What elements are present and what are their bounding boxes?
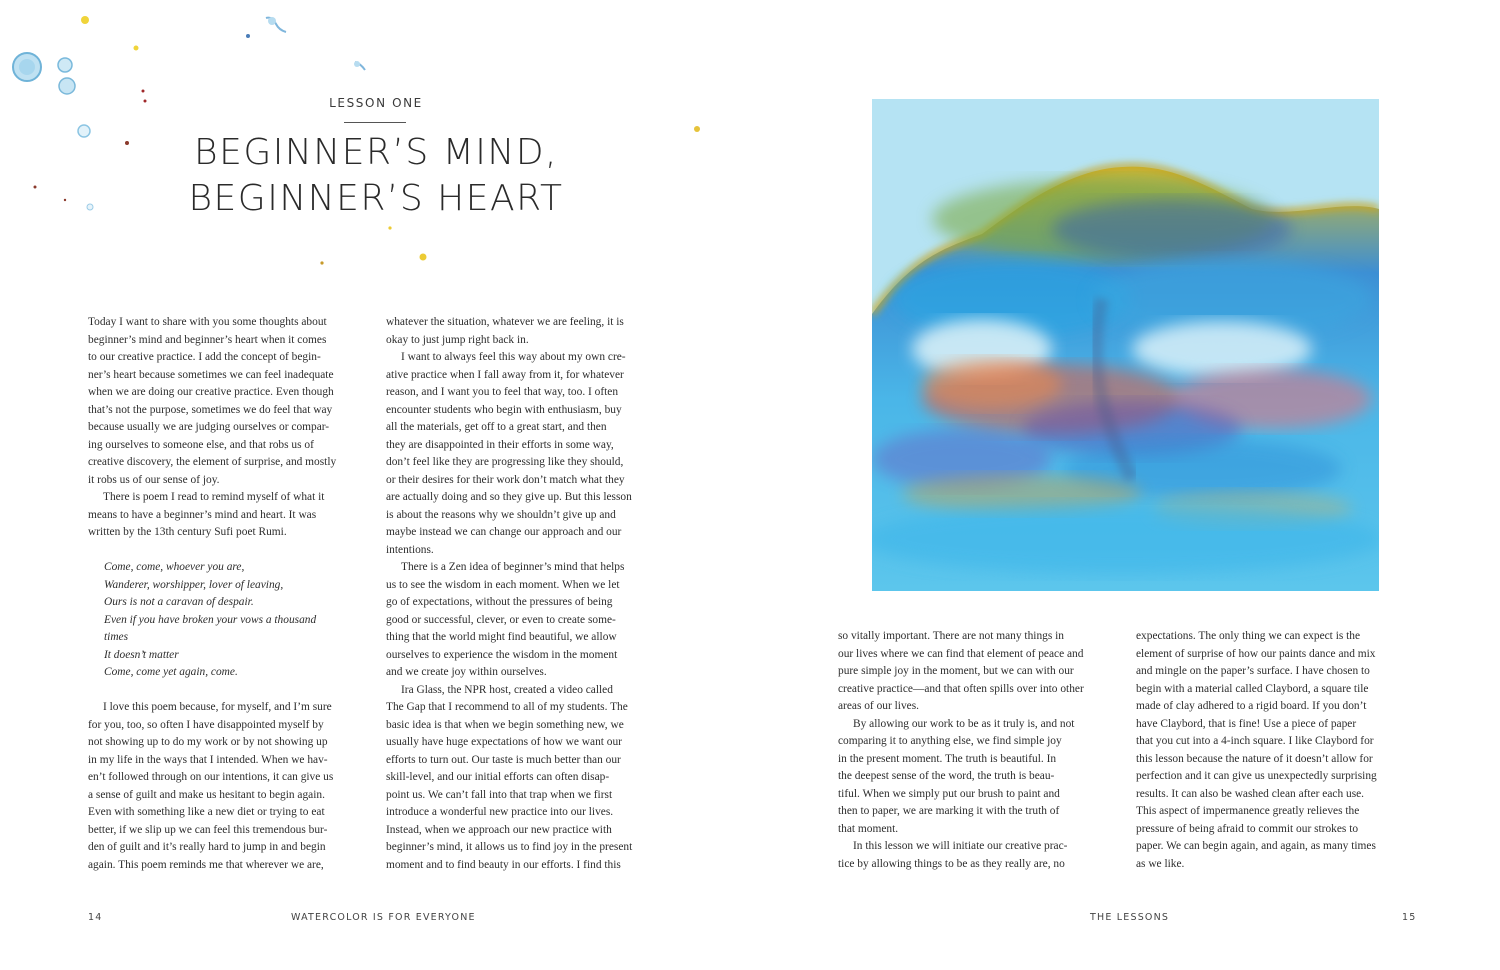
text-line: that moment. — [838, 822, 899, 835]
paragraph — [386, 559, 666, 682]
text-line: go of expectations, without the pressures of being — [386, 596, 613, 608]
text-line: made of clay adhered to a rigid board. If you don’t — [1136, 700, 1367, 712]
page-number-left: 14 — [88, 912, 103, 923]
paragraph — [1136, 628, 1416, 873]
poem-line: Even if you have broken your vows a thousand — [104, 613, 317, 626]
page-number-right: 15 — [1402, 912, 1417, 923]
text-line: is about the reasons why we shouldn’t give up and — [386, 508, 616, 521]
text-line: us to see the wisdom in each moment. When we let — [386, 578, 620, 591]
text-line: are actually doing and so they give up. But this lesson — [386, 491, 632, 503]
text-line: tiful. When we simply put our brush to paint and — [838, 787, 1060, 800]
paragraph — [386, 682, 666, 875]
text-line: ing ourselves to someone else, and that robs us of — [88, 438, 314, 451]
text-line: intentions. — [386, 543, 434, 556]
poem-line: Ours is not a caravan of despair. — [104, 596, 254, 608]
text-line: element of surprise of how our paints dance and mix — [1136, 647, 1376, 660]
text-line: better, if we slip up we can feel this tremendous bur- — [88, 823, 328, 836]
text-line: have Claybord, that is fine! Use a piece of paper — [1136, 717, 1357, 730]
watercolor-artwork — [872, 99, 1379, 591]
chapter-title-line-1: BEGINNER’S MIND, — [194, 132, 558, 173]
text-line: perfection and it can give us unexpectedly surprising — [1136, 770, 1377, 782]
text-line: areas of our lives. — [838, 700, 919, 712]
poem-block — [88, 559, 368, 682]
text-line: comparing it to anything else, we find simple joy — [838, 735, 1062, 747]
text-line: don’t feel like they are progressing like they should, — [386, 456, 624, 468]
text-line: written by the 13th century Sufi poet Rumi. — [88, 526, 287, 538]
text-line: not showing up to do my work or by not showing up — [88, 736, 328, 748]
text-line: basic idea is that when we begin something new, we — [386, 718, 624, 731]
text-line: that you cut into a 4-inch square. I like Claybord for — [1136, 735, 1374, 747]
text-line: The Gap that I recommend to all of my students. The — [386, 701, 628, 713]
paragraph — [386, 349, 666, 559]
text-line: beginner’s mind and beginner’s heart when it comes — [88, 333, 327, 346]
text-column-3 — [838, 628, 1118, 873]
text-line: to our creative practice. I add the concept of begin- — [88, 351, 321, 363]
text-line: usually have huge expectations of how we want our — [386, 736, 622, 748]
text-line: Ira Glass, the NPR host, created a video called — [401, 683, 613, 696]
text-line: I love this poem because, for myself, and I’m sure — [103, 701, 332, 713]
text-line: den of guilt and it’s really hard to jump in and begin — [88, 841, 326, 853]
text-line: good or successful, clever, or even to create some- — [386, 613, 616, 626]
poem-line: It doesn’t matter — [104, 648, 179, 661]
text-line: thing that the world might find beautiful, we allow — [386, 631, 617, 643]
text-line: Today I want to share with you some thoughts about — [88, 316, 327, 328]
text-line: moment and to find beauty in our efforts. I find this — [386, 858, 621, 871]
text-line: expectations. The only thing we can expect is the — [1136, 630, 1361, 642]
lesson-label: LESSON ONE — [329, 96, 423, 110]
text-line: or their desires for their work don’t match what they — [386, 473, 625, 486]
watercolor-painting — [872, 99, 1379, 591]
text-line: that’s not the purpose, sometimes we do feel that way — [88, 403, 333, 416]
poem-line: Come, come, whoever you are, — [104, 561, 245, 573]
text-line: maybe instead we can change our approach and our — [386, 526, 622, 538]
text-line: introduce a wonderful new practice into our lives. — [386, 806, 614, 818]
text-line: it robs us of our sense of joy. — [88, 473, 220, 486]
text-line: ner’s heart because sometimes we can feel inadequate — [88, 368, 334, 381]
poem-line: Wanderer, worshipper, lover of leaving, — [104, 578, 284, 591]
running-head-right: THE LESSONS — [1090, 912, 1170, 923]
paragraph — [386, 314, 666, 349]
text-line: in my life in the ways that I intended. When we hav- — [88, 753, 328, 766]
text-line: pressure of being afraid to commit our strokes to — [1136, 822, 1359, 835]
chapter-title — [150, 130, 602, 222]
text-line: then to paper, we are marking it with the truth of — [838, 805, 1060, 817]
text-line: Instead, when we approach our new practice with — [386, 823, 612, 836]
text-line: There is poem I read to remind myself of what it — [103, 491, 325, 503]
poem-line: times — [104, 631, 129, 643]
text-column-2 — [386, 314, 666, 874]
text-line: and we create joy within ourselves. — [386, 666, 547, 678]
paragraph — [838, 628, 1118, 716]
text-line: beginner’s mind, it allows us to find joy in the present — [386, 841, 633, 853]
text-line: This aspect of impermanence greatly relieves the — [1136, 805, 1360, 817]
text-line: this lesson because the nature of it doesn’t allow for — [1136, 752, 1373, 765]
text-line: encounter students who begin with enthusiasm, buy — [386, 403, 622, 416]
text-line: so vitally important. There are not many things in — [838, 630, 1064, 642]
text-line: efforts to turn out. Our taste is much better than our — [386, 753, 621, 766]
text-line: reason, and I want you to feel that way, too. I often — [386, 386, 619, 398]
text-line: tice by allowing things to be as they really are, no — [838, 857, 1065, 870]
text-line: they are disappointed in their efforts in some way, — [386, 438, 614, 451]
paragraph — [88, 489, 368, 542]
text-line: the deepest sense of the word, the truth is beau- — [838, 770, 1055, 782]
text-line: creative practice—and that often spills over into other — [838, 682, 1084, 695]
paragraph — [88, 314, 368, 489]
text-line: okay to just jump right back in. — [386, 333, 529, 346]
text-line: pure simple joy in the moment, but we can with our — [838, 665, 1074, 677]
text-line: paper. We can begin again, and again, as many times — [1136, 840, 1376, 852]
chapter-title-line-2: BEGINNER’S HEART — [188, 178, 564, 219]
text-line: and mingle on the paper’s surface. I have chosen to — [1136, 665, 1370, 677]
text-line: when we are doing our creative practice. Even though — [88, 386, 334, 398]
text-line: Even with something like a new diet or trying to eat — [88, 806, 325, 818]
lesson-divider — [344, 122, 406, 123]
text-line: again. This poem reminds me that wherever we are, — [88, 858, 324, 871]
poem-line: Come, come yet again, come. — [104, 666, 238, 678]
text-line: all the materials, get off to a great start, and then — [386, 421, 607, 433]
text-line: begin with a material called Claybord, a square tile — [1136, 682, 1369, 695]
text-line: because usually we are judging ourselves or compar- — [88, 421, 330, 433]
text-line: a sense of guilt and make us hesitant to begin again. — [88, 788, 325, 801]
text-line: our lives where we can find that element of peace and — [838, 647, 1084, 660]
text-line: as we like. — [1136, 857, 1185, 870]
text-line: In this lesson we will initiate our creative prac- — [853, 840, 1068, 852]
text-line: There is a Zen idea of beginner’s mind that helps — [401, 561, 625, 573]
text-line: en’t followed through on our intentions, it can give us — [88, 771, 334, 783]
text-line: ative practice when I fall away from it, for whatever — [386, 368, 624, 381]
paragraph — [838, 716, 1118, 839]
text-line: By allowing our work to be as it truly is, and not — [853, 717, 1075, 730]
text-line: point us. We can’t fall into that trap when we first — [386, 788, 613, 801]
text-line: for you, too, so often I have disappointed myself by — [88, 718, 324, 731]
text-column-4 — [1136, 628, 1416, 873]
text-column-1 — [88, 314, 368, 874]
text-line: ourselves to experience the wisdom in the moment — [386, 648, 618, 661]
paragraph — [88, 699, 368, 874]
text-line: creative discovery, the element of surprise, and mostly — [88, 456, 337, 468]
text-line: I want to always feel this way about my own cre- — [401, 351, 626, 363]
paragraph — [838, 838, 1118, 873]
text-line: in the present moment. The truth is beautiful. In — [838, 752, 1057, 765]
text-line: skill-level, and our initial efforts can often disap- — [386, 771, 610, 783]
text-line: results. It can also be washed clean after each use. — [1136, 787, 1365, 800]
text-line: means to have a beginner’s mind and heart. It was — [88, 508, 317, 521]
running-head-left: WATERCOLOR IS FOR EVERYONE — [291, 912, 476, 923]
text-line: whatever the situation, whatever we are feeling, it is — [386, 316, 624, 328]
